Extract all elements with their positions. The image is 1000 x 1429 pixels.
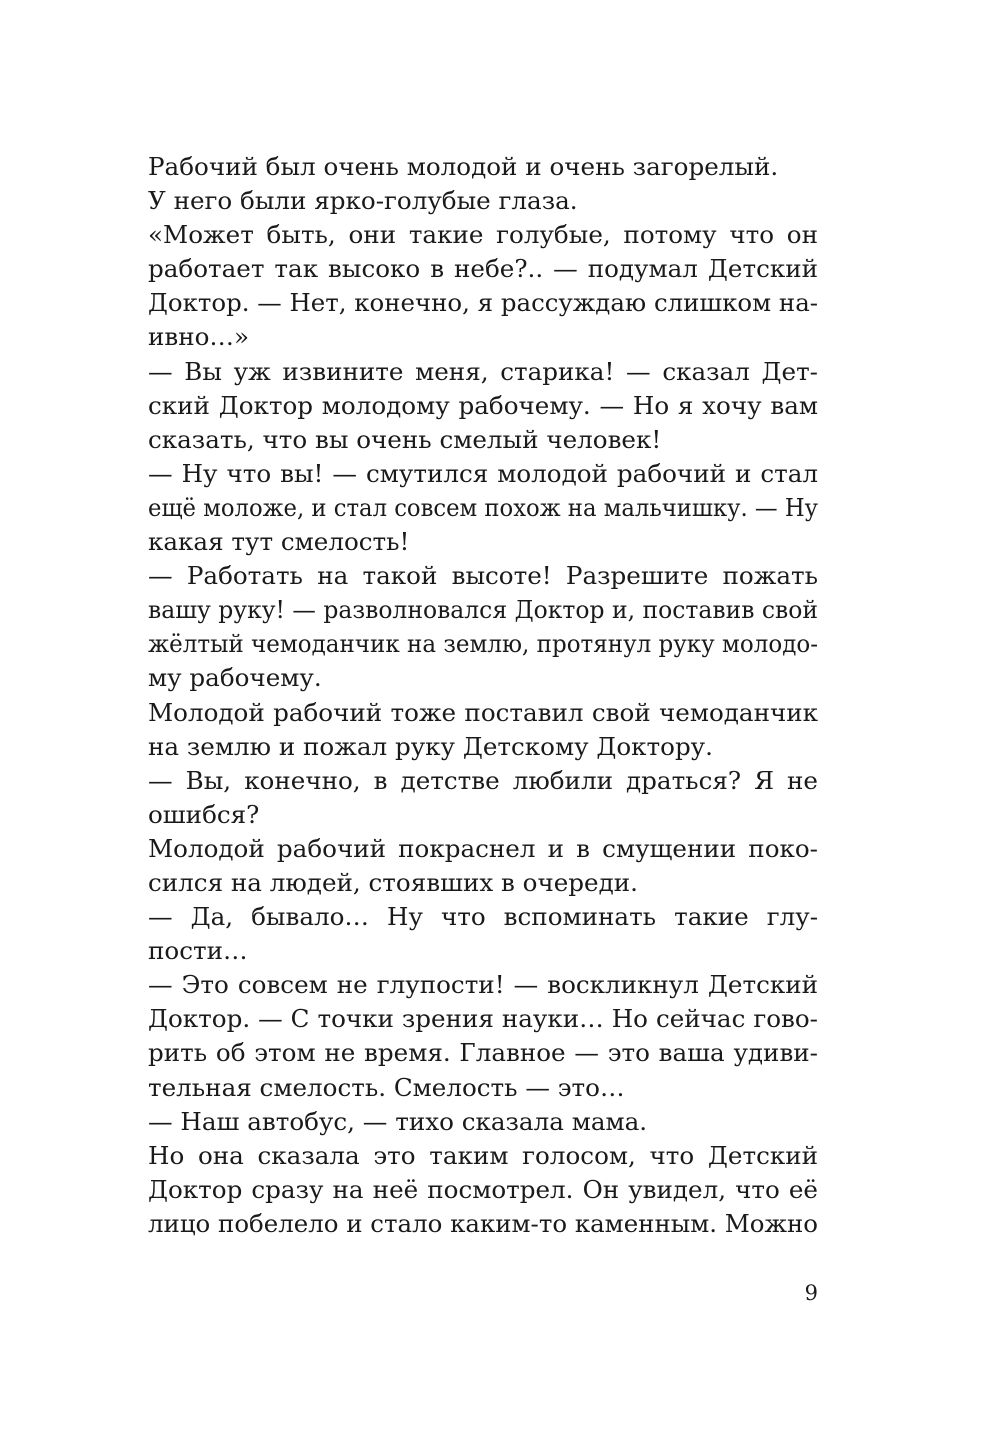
text-line: ошибся?	[148, 799, 260, 829]
text-line: — Наш автобус, — тихо сказала мама.	[148, 1106, 648, 1136]
text-line: на землю и пожал руку Детскому Доктору.	[148, 731, 713, 761]
text-line: сказать, что вы очень смелый человек!	[148, 424, 662, 454]
text-line: Доктор сразу на неё посмотрел. Он увидел, что её	[148, 1174, 818, 1204]
text-line: пости…	[148, 936, 248, 966]
text-line: лицо побелело и стало каким-то каменным. Можно	[148, 1208, 819, 1238]
text-line: — Ну что вы! — смутился молодой рабочий и стал	[148, 458, 818, 488]
text-line: — Это совсем не глупости! — воскликнул Детский	[148, 970, 818, 1000]
text-line: жёлтый чемоданчик на землю, протянул руку молодо-	[148, 629, 818, 659]
text-line: Доктор. — С точки зрения науки… Но сейчас гово-	[148, 1004, 818, 1034]
text-line: Молодой рабочий тоже поставил свой чемоданчик	[148, 697, 818, 727]
page-body-text	[148, 150, 818, 1241]
text-line: — Работать на такой высоте! Разрешите пожать	[148, 561, 818, 591]
text-line: ещё моложе, и стал совсем похож на мальчишку. — Ну	[148, 492, 819, 522]
text-line: Молодой рабочий покраснел и в смущении поко-	[148, 833, 818, 863]
text-line: какая тут смелость!	[148, 527, 410, 557]
text-line: работает так высоко в небе?.. — подумал Детский	[148, 254, 818, 284]
text-line: — Вы уж извините меня, старика! — сказал Дет-	[148, 356, 818, 386]
text-line: У него были ярко-голубые глаза.	[148, 186, 578, 216]
text-line: ивно…»	[148, 322, 250, 352]
text-line: вашу руку! — разволновался Доктор и, поставив свой	[148, 595, 818, 625]
text-line: му рабочему.	[148, 663, 322, 693]
text-line: сился на людей, стоявших в очереди.	[148, 867, 638, 897]
text-line: «Может быть, они такие голубые, потому что он	[148, 220, 818, 250]
text-line: — Да, бывало… Ну что вспоминать такие глу-	[148, 902, 818, 932]
text-line: Но она сказала это таким голосом, что Детский	[148, 1140, 818, 1170]
text-line: рить об этом не время. Главное — это ваша удиви-	[148, 1038, 818, 1068]
text-line: ский Доктор молодому рабочему. — Но я хочу вам	[148, 390, 818, 420]
text-line: тельная смелость. Смелость — это…	[148, 1072, 625, 1102]
text-line: Рабочий был очень молодой и очень загорелый.	[148, 152, 779, 181]
text-line: — Вы, конечно, в детстве любили драться? Я не	[148, 765, 818, 795]
text-line: Доктор. — Нет, конечно, я рассуждаю слишком на-	[148, 288, 819, 318]
page-number: 9	[804, 1281, 818, 1305]
